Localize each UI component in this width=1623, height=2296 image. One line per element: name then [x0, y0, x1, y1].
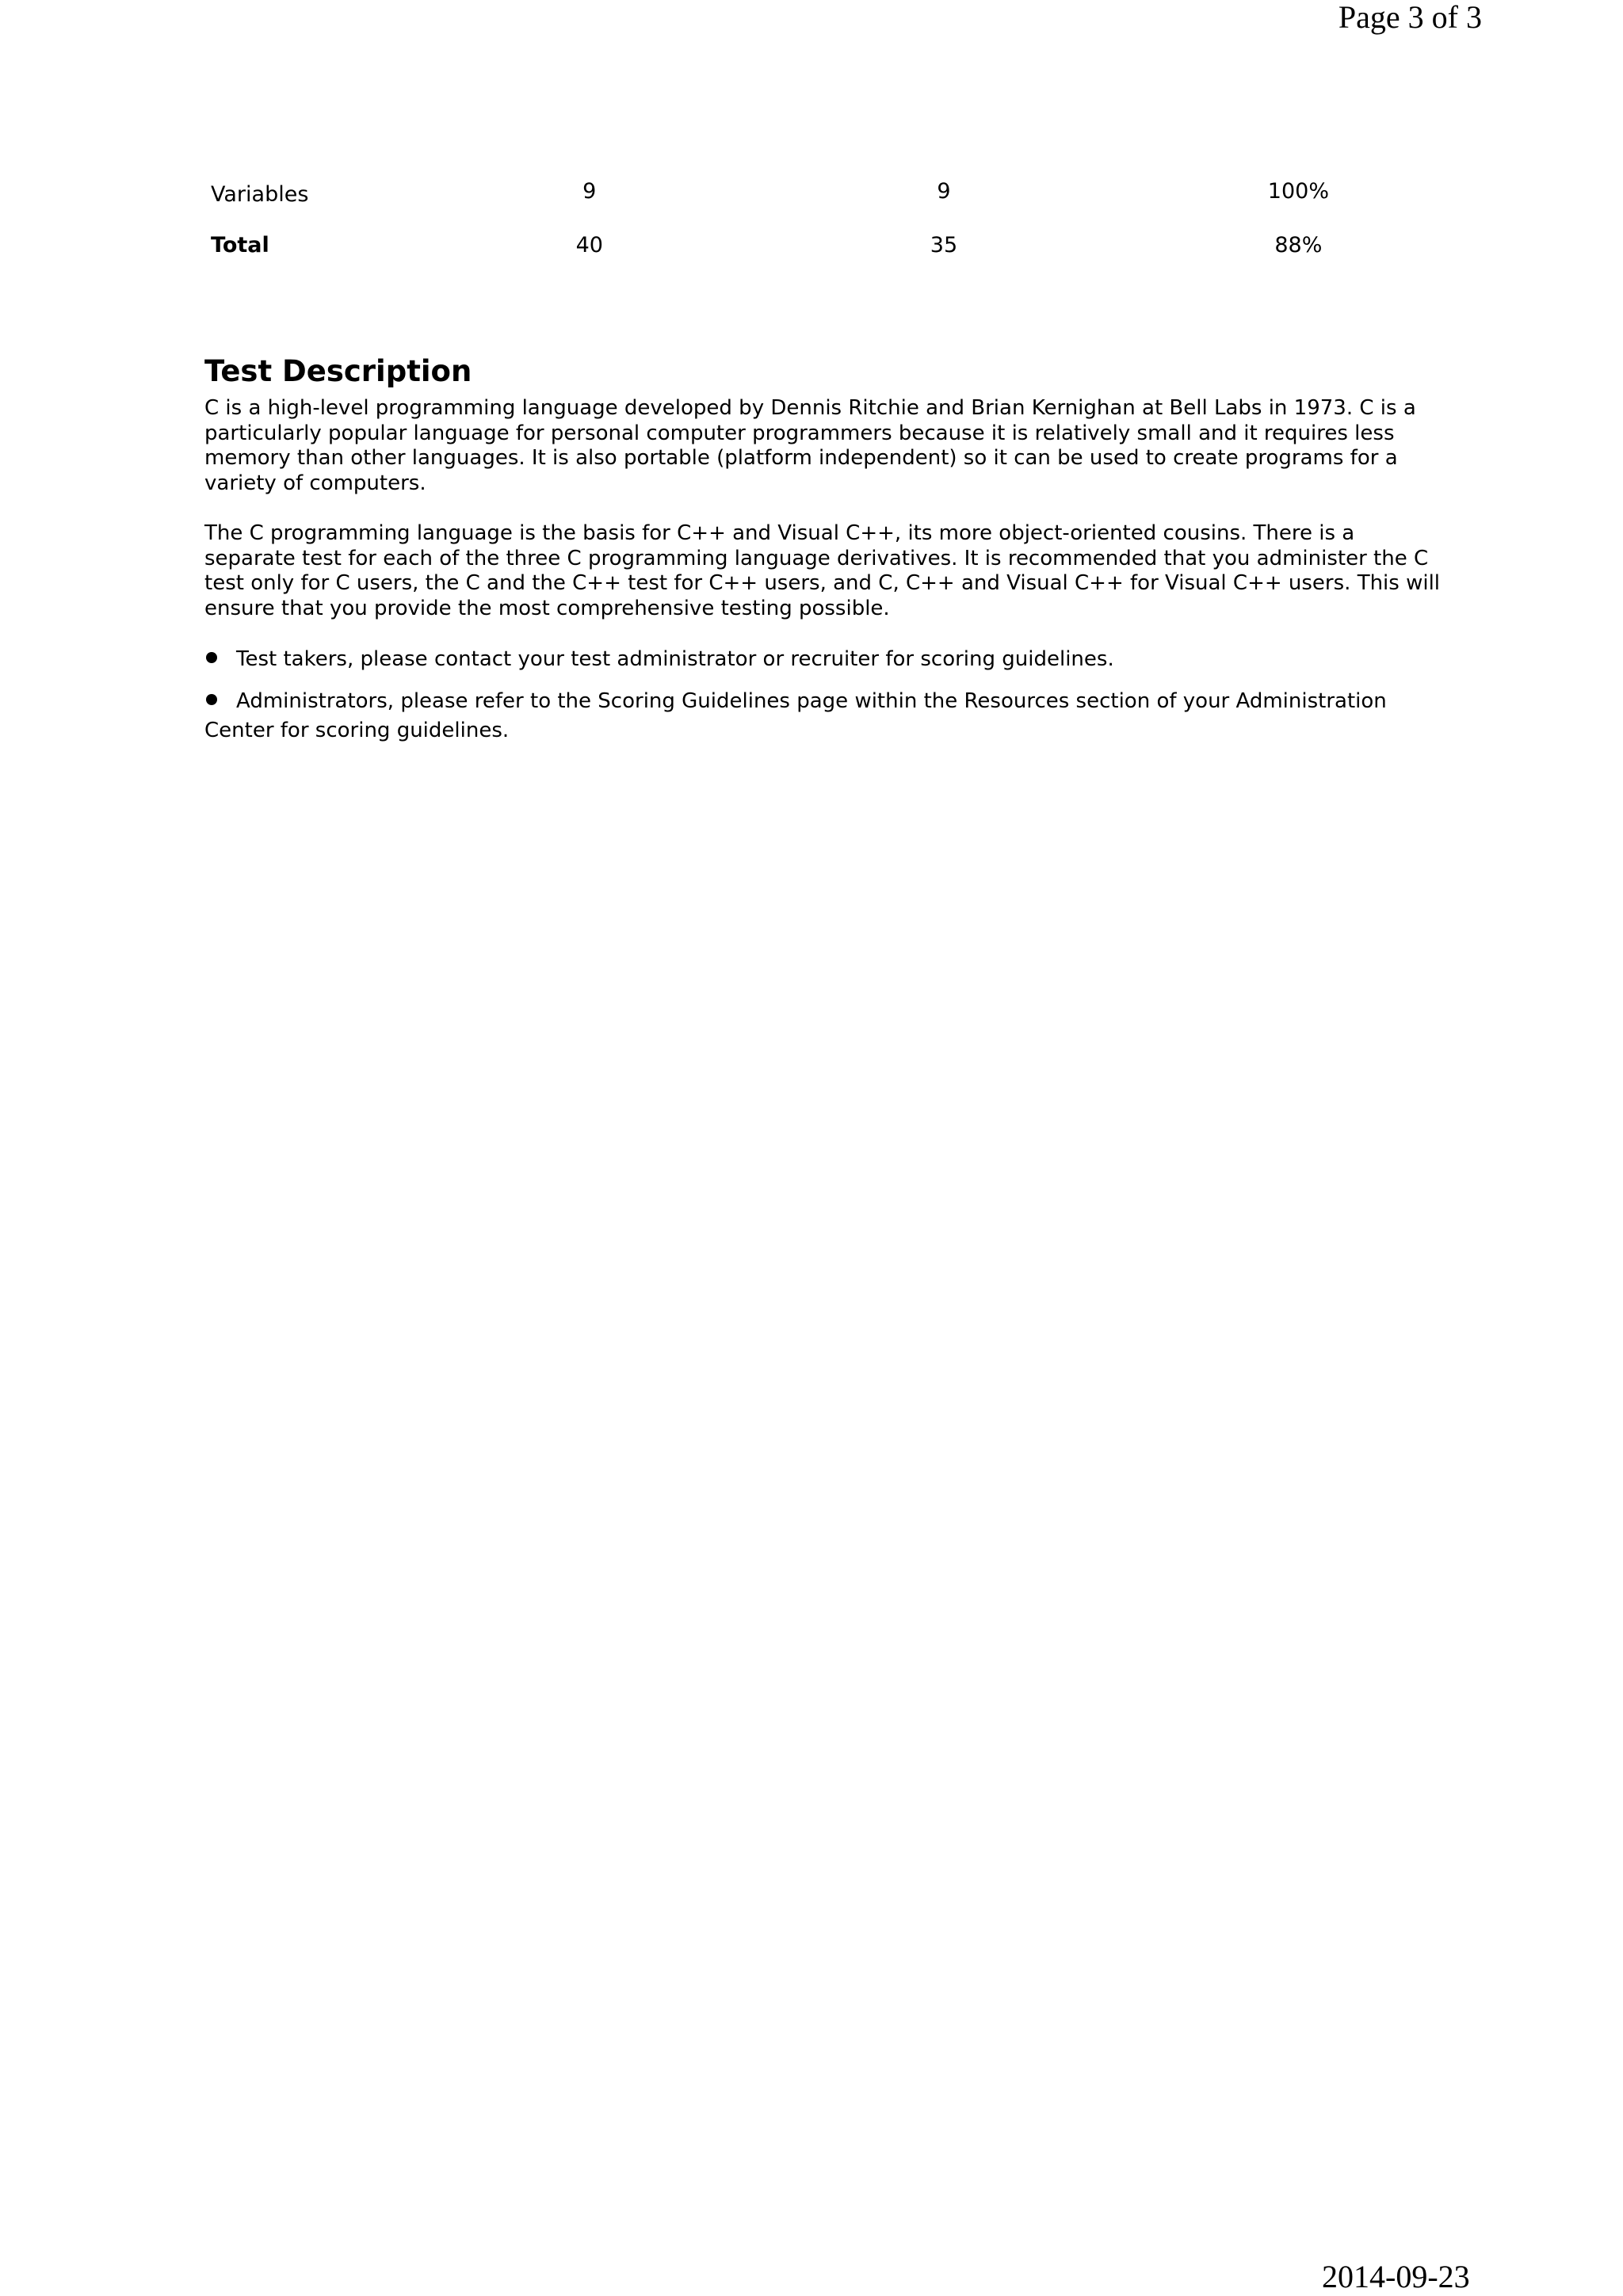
bullet-text: Test takers, please contact your test administrator or recruiter for scoring guidelines. — [236, 647, 1114, 671]
bullet-list — [204, 645, 1441, 746]
correct-cell: 9 — [937, 178, 951, 204]
section-title: Test Description — [204, 354, 472, 388]
bullet-icon — [206, 652, 217, 663]
score-table — [204, 162, 1377, 270]
footer-date: 2014-09-23 — [1322, 2259, 1470, 2294]
bullet-icon — [206, 694, 217, 705]
table-row-total — [204, 219, 1377, 270]
questions-cell: 9 — [582, 178, 597, 204]
table-row — [204, 162, 1377, 219]
list-item — [204, 645, 1441, 674]
percent-cell: 100% — [1267, 178, 1329, 204]
bullet-text: Administrators, please refer to the Scoring Guidelines page within the Resources section of your Administration Center for scoring guidelines. — [204, 689, 1387, 742]
description-paragraph: C is a high-level programming language developed by Dennis Ritchie and Brian Kernighan at Bell Labs in 1973. C is a particularly popular language for personal computer programmers because it is relatively small and it requires less memory than other languages. It is also portable (platform independent) so it can be used to create programs for a variety of computers. — [204, 396, 1416, 495]
percent-cell: 88% — [1274, 232, 1323, 257]
category-cell: Variables — [211, 181, 309, 207]
questions-cell: 40 — [575, 232, 603, 257]
list-item — [204, 687, 1441, 746]
description-paragraph: The C programming language is the basis for C++ and Visual C++, its more object-oriented cousins. There is a separate test for each of the three C programming language derivatives. It is recommended that you administer the C test only for C users, the C and the C++ test for C++ users, and C, C++ and Visual C++ for Visual C++ users. This will ensure that you provide the most comprehensive testing possible. — [204, 521, 1441, 620]
test-description-section — [204, 352, 1441, 758]
page-number: Page 3 of 3 — [1338, 0, 1482, 35]
correct-cell: 35 — [930, 232, 958, 257]
category-cell: Total — [211, 232, 269, 257]
